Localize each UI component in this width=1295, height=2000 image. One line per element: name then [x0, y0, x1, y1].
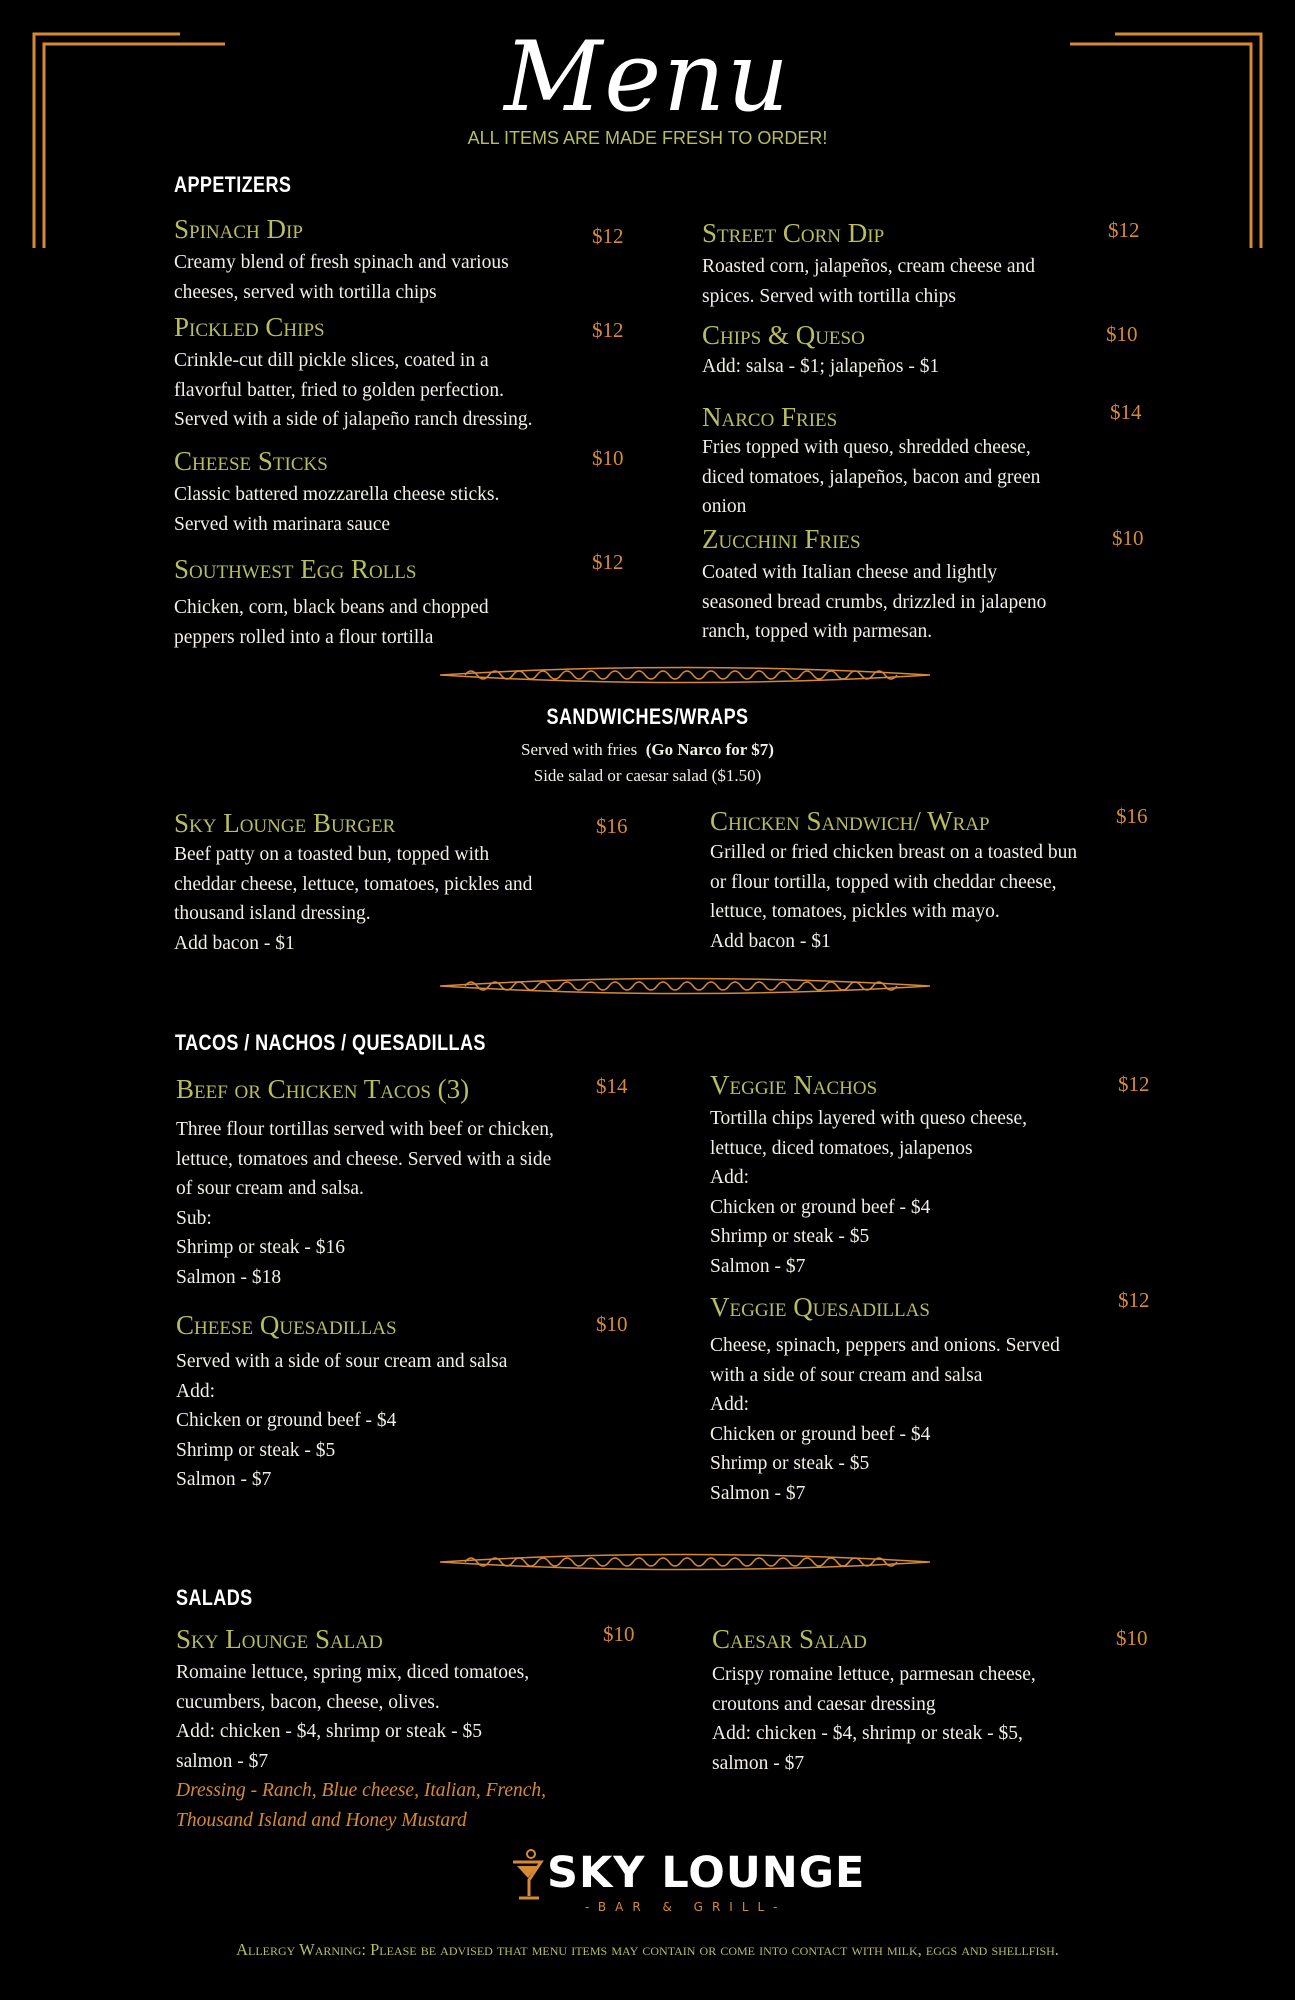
item-description: Three flour tortillas served with beef or chicken, lettuce, tomatoes and cheese. Served with a side of sour cream and salsa. Sub: Shrimp or steak - $16 Salmon - $18 — [176, 1119, 554, 1288]
item-name: Chips & Queso — [702, 320, 865, 350]
item-description: Tortilla chips layered with queso cheese, lettuce, diced tomatoes, jalapenos Add: Chicken or ground beef - $4 Shrimp or steak - $5 Salmon - $7 — [710, 1108, 1028, 1277]
sky-lounge-logo — [505, 1848, 866, 1923]
item-price: $10 — [592, 446, 624, 470]
item-price: $16 — [1116, 804, 1148, 828]
item-description: Creamy blend of fresh spinach and various cheeses, served with tortilla chips — [174, 252, 509, 303]
item-price: $10 — [603, 1622, 635, 1646]
sandwiches-note: Served with fries (Go Narco for $7) — [521, 740, 774, 759]
item-description: Roasted corn, jalapeños, cream cheese and spices. Served with tortilla chips — [702, 256, 1035, 307]
item-name: Chicken Sandwich/ Wrap — [710, 806, 990, 836]
item-name: Veggie Nachos — [710, 1070, 878, 1100]
item-price: $14 — [1110, 400, 1142, 424]
item-price: $12 — [1118, 1288, 1150, 1312]
item-name: Cheese Sticks — [174, 446, 328, 476]
item-price: $16 — [596, 814, 628, 838]
item-description: Add: salsa - $1; jalapeños - $1 — [702, 356, 940, 377]
item-price: $12 — [1118, 1072, 1150, 1096]
cocktail-glass-icon — [509, 1848, 545, 1904]
item-description: Coated with Italian cheese and lightly seasoned bread crumbs, drizzled in jalapeno ranch, topped with parmesan. — [702, 562, 1047, 642]
item-price: $10 — [1106, 322, 1138, 346]
item-description: Grilled or fried chicken breast on a toasted bun or flour tortilla, topped with cheddar cheese, lettuce, tomatoes, pickles with mayo. Add bacon - $1 — [710, 842, 1078, 952]
ornamental-divider — [440, 1551, 930, 1573]
item-description: Romaine lettuce, spring mix, diced tomatoes, cucumbers, bacon, cheese, olives. Add: chicken - $4, shrimp or steak - $5 salmon - $7 Dressing - Ranch, Blue cheese, Italian, French, Thousand Island and Honey Mustard — [176, 1658, 546, 1835]
item-name: Sky Lounge Burger — [174, 808, 396, 838]
dressing-options: Dressing - Ranch, Blue cheese, Italian, French, — [176, 1780, 547, 1801]
item-price: $14 — [596, 1074, 628, 1098]
item-price: $12 — [1108, 218, 1140, 242]
tacos-heading: TACOS / NACHOS / QUESADILLAS — [175, 1030, 486, 1055]
item-price: $12 — [592, 550, 624, 574]
item-description: Crinkle-cut dill pickle slices, coated in a flavorful batter, fried to golden perfection. Served with a side of jalapeño ranch dressing. — [174, 350, 533, 430]
item-name: Beef or Chicken Tacos (3) — [176, 1074, 470, 1104]
item-description: Cheese, spinach, peppers and onions. Served with a side of sour cream and salsa Add: Chicken or ground beef - $4 Shrimp or steak - $5 Salmon - $7 — [710, 1335, 1060, 1504]
item-name: Narco Fries — [702, 402, 838, 432]
logo-subtitle: -BAR & GRILL- — [585, 1900, 787, 1914]
item-price: $12 — [592, 224, 624, 248]
sandwiches-heading: SANDWICHES/WRAPS — [546, 704, 749, 729]
item-price: $10 — [1116, 1626, 1148, 1650]
salads-heading: SALADS — [176, 1585, 253, 1610]
item-name: Zucchini Fries — [702, 524, 861, 554]
item-description: Fries topped with queso, shredded cheese, diced tomatoes, jalapeños, bacon and green onion — [702, 437, 1041, 517]
item-name: Caesar Salad — [712, 1624, 867, 1654]
sandwiches-side-note: Side salad or caesar salad ($1.50) — [533, 766, 762, 785]
tagline: ALL ITEMS ARE MADE FRESH TO ORDER! — [467, 128, 828, 148]
item-name: Street Corn Dip — [702, 218, 885, 248]
item-price: $10 — [596, 1312, 628, 1336]
dressing-options: Thousand Island and Honey Mustard — [176, 1809, 467, 1831]
item-description: Classic battered mozzarella cheese sticks. Served with marinara sauce — [174, 484, 500, 535]
item-name: Spinach Dip — [174, 214, 303, 244]
item-name: Veggie Quesadillas — [710, 1292, 930, 1322]
item-description: Served with a side of sour cream and salsa Add: Chicken or ground beef - $4 Shrimp or steak - $5 Salmon - $7 — [176, 1351, 508, 1490]
item-name: Southwest Egg Rolls — [174, 554, 417, 584]
item-description: Chicken, corn, black beans and chopped peppers rolled into a flour tortilla — [174, 597, 489, 648]
item-price: $10 — [1112, 526, 1144, 550]
item-description: Beef patty on a toasted bun, topped with cheddar cheese, lettuce, tomatoes, pickles and thousand island dressing. Add bacon - $1 — [174, 844, 533, 954]
item-description: Crispy romaine lettuce, parmesan cheese, croutons and caesar dressing Add: chicken - $4, shrimp or steak - $5, salmon - $7 — [712, 1664, 1036, 1774]
allergy-warning: Allergy Warning: Please be advised that menu items may contain or come into contact with milk, eggs and shellfish. — [236, 1940, 1059, 1959]
logo-text: SKY LOUNGE — [547, 1848, 866, 1898]
item-price: $12 — [592, 318, 624, 342]
appetizers-heading: APPETIZERS — [174, 172, 292, 197]
item-name: Sky Lounge Salad — [176, 1624, 383, 1654]
item-name: Cheese Quesadillas — [176, 1310, 397, 1340]
page-title: Menu — [504, 21, 791, 133]
ornamental-divider — [440, 664, 930, 686]
ornamental-divider — [440, 975, 930, 997]
item-name: Pickled Chips — [174, 312, 325, 342]
